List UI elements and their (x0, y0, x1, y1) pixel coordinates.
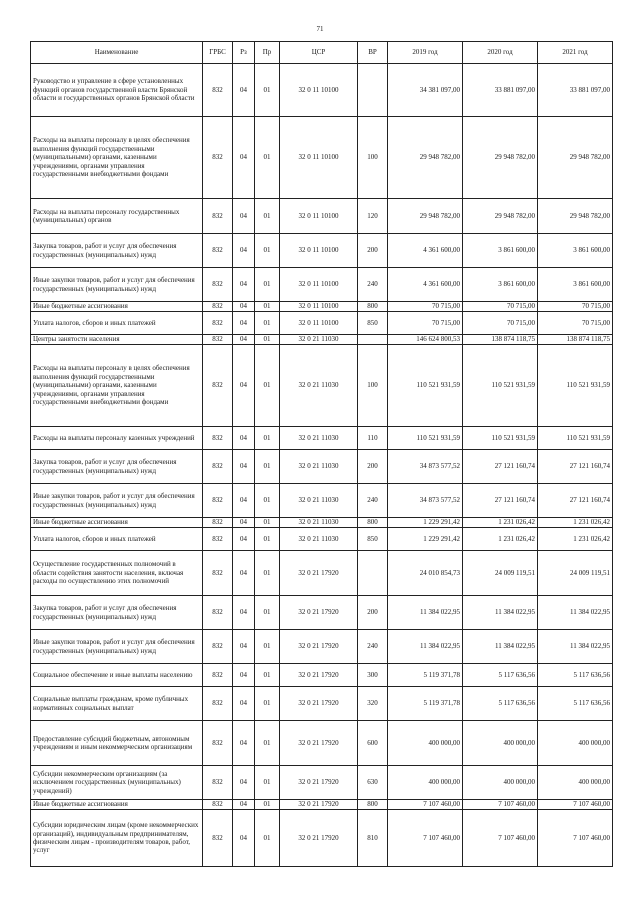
row-pr: 01 (255, 596, 280, 630)
row-grbs: 832 (203, 234, 233, 268)
row-name: Иные бюджетные ассигнования (31, 302, 203, 312)
row-vr: 240 (358, 630, 388, 664)
table-row (31, 810, 613, 867)
row-grbs: 832 (203, 551, 233, 596)
row-vr (358, 64, 388, 117)
row-2021-amount: 400 000,00 (538, 721, 613, 766)
row-pr: 01 (255, 484, 280, 518)
row-csr: 32 0 21 17920 (280, 630, 358, 664)
row-csr: 32 0 21 11030 (280, 450, 358, 484)
row-name: Расходы на выплаты персоналу государственных (муниципальных) органов (31, 199, 203, 234)
row-rz: 04 (233, 630, 255, 664)
row-grbs: 832 (203, 268, 233, 302)
row-pr: 01 (255, 800, 280, 810)
row-csr: 32 0 21 17920 (280, 766, 358, 800)
row-2020-amount: 7 107 460,00 (463, 810, 538, 867)
row-name: Социальные выплаты гражданам, кроме публичных нормативных социальных выплат (31, 687, 203, 721)
row-2020-amount: 1 231 026,42 (463, 528, 538, 551)
row-2020-amount: 1 231 026,42 (463, 518, 538, 528)
row-2021-amount: 3 861 600,00 (538, 268, 613, 302)
row-grbs: 832 (203, 199, 233, 234)
row-2019-amount: 400 000,00 (388, 766, 463, 800)
row-2019-amount: 70 715,00 (388, 302, 463, 312)
row-csr: 32 0 11 10100 (280, 117, 358, 199)
row-rz: 04 (233, 551, 255, 596)
header-rz: Рз (233, 42, 255, 64)
table-row (31, 551, 613, 596)
row-2020-amount: 110 521 931,59 (463, 345, 538, 427)
row-2020-amount: 400 000,00 (463, 721, 538, 766)
row-grbs: 832 (203, 664, 233, 687)
row-name: Предоставление субсидий бюджетным, автономным учреждениям и иным некоммерческим организациям (31, 721, 203, 766)
row-vr: 240 (358, 268, 388, 302)
row-pr: 01 (255, 345, 280, 427)
row-name: Иные закупки товаров, работ и услуг для обеспечения государственных (муниципальных) нужд (31, 268, 203, 302)
table-row (31, 345, 613, 427)
row-vr: 800 (358, 302, 388, 312)
table-row (31, 302, 613, 312)
row-vr: 800 (358, 518, 388, 528)
row-2020-amount: 400 000,00 (463, 766, 538, 800)
header-pr: Пр (255, 42, 280, 64)
row-grbs: 832 (203, 630, 233, 664)
row-2021-amount: 7 107 460,00 (538, 810, 613, 867)
row-2019-amount: 146 624 800,53 (388, 335, 463, 345)
page-number: 71 (316, 25, 324, 33)
row-pr: 01 (255, 664, 280, 687)
row-pr: 01 (255, 199, 280, 234)
table-row (31, 518, 613, 528)
table-row (31, 335, 613, 345)
row-rz: 04 (233, 687, 255, 721)
row-2020-amount: 11 384 022,95 (463, 596, 538, 630)
table-row (31, 450, 613, 484)
table-row (31, 117, 613, 199)
row-pr: 01 (255, 766, 280, 800)
table-row (31, 312, 613, 335)
row-pr: 01 (255, 117, 280, 199)
row-csr: 32 0 21 11030 (280, 335, 358, 345)
row-2019-amount: 29 948 782,00 (388, 117, 463, 199)
row-rz: 04 (233, 117, 255, 199)
row-2021-amount: 70 715,00 (538, 302, 613, 312)
row-rz: 04 (233, 664, 255, 687)
header-2019: 2019 год (388, 42, 463, 64)
row-csr: 32 0 11 10100 (280, 234, 358, 268)
row-name: Уплата налогов, сборов и иных платежей (31, 528, 203, 551)
row-pr: 01 (255, 551, 280, 596)
row-vr: 800 (358, 800, 388, 810)
row-pr: 01 (255, 630, 280, 664)
row-pr: 01 (255, 64, 280, 117)
row-vr (358, 335, 388, 345)
row-vr: 320 (358, 687, 388, 721)
table-row (31, 766, 613, 800)
table-row (31, 268, 613, 302)
row-rz: 04 (233, 766, 255, 800)
row-grbs: 832 (203, 335, 233, 345)
row-rz: 04 (233, 268, 255, 302)
row-vr: 100 (358, 345, 388, 427)
row-name: Осуществление государственных полномочий в области содействия занятости населения, включая расходы по осуществлению этих полномочий (31, 551, 203, 596)
row-2021-amount: 27 121 160,74 (538, 484, 613, 518)
row-rz: 04 (233, 450, 255, 484)
row-vr: 810 (358, 810, 388, 867)
row-name: Иные закупки товаров, работ и услуг для обеспечения государственных (муниципальных) нужд (31, 484, 203, 518)
row-name: Уплата налогов, сборов и иных платежей (31, 312, 203, 335)
table-row (31, 234, 613, 268)
row-pr: 01 (255, 518, 280, 528)
row-grbs: 832 (203, 312, 233, 335)
row-grbs: 832 (203, 721, 233, 766)
row-2019-amount: 4 361 600,00 (388, 268, 463, 302)
row-grbs: 832 (203, 687, 233, 721)
row-grbs: 832 (203, 484, 233, 518)
row-name: Иные бюджетные ассигнования (31, 800, 203, 810)
row-2019-amount: 34 381 097,00 (388, 64, 463, 117)
row-2019-amount: 400 000,00 (388, 721, 463, 766)
row-2020-amount: 29 948 782,00 (463, 199, 538, 234)
row-2019-amount: 29 948 782,00 (388, 199, 463, 234)
row-name: Закупка товаров, работ и услуг для обеспечения государственных (муниципальных) нужд (31, 234, 203, 268)
row-2020-amount: 3 861 600,00 (463, 234, 538, 268)
row-name: Руководство и управление в сфере установленных функций органов государственной власти Брянской области и государственных органов Брянской области (31, 64, 203, 117)
row-vr: 110 (358, 427, 388, 450)
row-grbs: 832 (203, 117, 233, 199)
row-2021-amount: 5 117 636,56 (538, 664, 613, 687)
header-2020: 2020 год (463, 42, 538, 64)
row-rz: 04 (233, 427, 255, 450)
header-name: Наименование (31, 42, 203, 64)
row-2020-amount: 70 715,00 (463, 302, 538, 312)
table-header-row (31, 42, 613, 64)
row-2020-amount: 24 009 119,51 (463, 551, 538, 596)
row-name: Расходы на выплаты персоналу в целях обеспечения выполнения функций государственными (муниципальными) органами, казенными учреждениями, органами управления государственными внебюджетными фондами (31, 345, 203, 427)
row-pr: 01 (255, 268, 280, 302)
row-pr: 01 (255, 687, 280, 721)
row-rz: 04 (233, 518, 255, 528)
row-grbs: 832 (203, 345, 233, 427)
row-2021-amount: 11 384 022,95 (538, 630, 613, 664)
row-vr: 850 (358, 528, 388, 551)
row-2020-amount: 33 881 097,00 (463, 64, 538, 117)
row-csr: 32 0 21 17920 (280, 551, 358, 596)
row-2021-amount: 70 715,00 (538, 312, 613, 335)
row-2019-amount: 34 873 577,52 (388, 484, 463, 518)
row-2021-amount: 33 881 097,00 (538, 64, 613, 117)
row-2019-amount: 1 229 291,42 (388, 518, 463, 528)
row-rz: 04 (233, 64, 255, 117)
row-2020-amount: 5 117 636,56 (463, 687, 538, 721)
row-grbs: 832 (203, 450, 233, 484)
row-grbs: 832 (203, 766, 233, 800)
row-2021-amount: 110 521 931,59 (538, 427, 613, 450)
row-2021-amount: 1 231 026,42 (538, 528, 613, 551)
row-2019-amount: 7 107 460,00 (388, 810, 463, 867)
row-rz: 04 (233, 528, 255, 551)
row-pr: 01 (255, 302, 280, 312)
row-vr: 600 (358, 721, 388, 766)
row-name: Иные закупки товаров, работ и услуг для обеспечения государственных (муниципальных) нужд (31, 630, 203, 664)
row-2019-amount: 11 384 022,95 (388, 630, 463, 664)
row-rz: 04 (233, 302, 255, 312)
row-rz: 04 (233, 345, 255, 427)
row-grbs: 832 (203, 302, 233, 312)
row-rz: 04 (233, 199, 255, 234)
table-row (31, 721, 613, 766)
row-csr: 32 0 21 17920 (280, 687, 358, 721)
row-vr: 200 (358, 234, 388, 268)
row-2021-amount: 27 121 160,74 (538, 450, 613, 484)
row-2021-amount: 138 874 118,75 (538, 335, 613, 345)
row-name: Закупка товаров, работ и услуг для обеспечения государственных (муниципальных) нужд (31, 450, 203, 484)
header-grbs: ГРБС (203, 42, 233, 64)
header-vr: ВР (358, 42, 388, 64)
row-csr: 32 0 11 10100 (280, 64, 358, 117)
row-grbs: 832 (203, 427, 233, 450)
row-grbs: 832 (203, 596, 233, 630)
row-vr: 200 (358, 596, 388, 630)
row-2020-amount: 110 521 931,59 (463, 427, 538, 450)
row-csr: 32 0 21 17920 (280, 664, 358, 687)
row-2019-amount: 70 715,00 (388, 312, 463, 335)
row-csr: 32 0 21 11030 (280, 345, 358, 427)
row-csr: 32 0 21 17920 (280, 596, 358, 630)
row-2020-amount: 5 117 636,56 (463, 664, 538, 687)
row-vr: 240 (358, 484, 388, 518)
row-csr: 32 0 11 10100 (280, 268, 358, 302)
row-name: Субсидии некоммерческим организациям (за исключением государственных (муниципальных) учреждений) (31, 766, 203, 800)
row-2019-amount: 110 521 931,59 (388, 427, 463, 450)
row-name: Субсидии юридическим лицам (кроме некоммерческих организаций), индивидуальным предпринимателям, физическим лицам - производителям товаров, работ, услуг (31, 810, 203, 867)
row-grbs: 832 (203, 810, 233, 867)
table-row (31, 630, 613, 664)
row-2019-amount: 110 521 931,59 (388, 345, 463, 427)
row-name: Центры занятости населения (31, 335, 203, 345)
row-2020-amount: 29 948 782,00 (463, 117, 538, 199)
row-csr: 32 0 21 11030 (280, 484, 358, 518)
row-2020-amount: 70 715,00 (463, 312, 538, 335)
row-csr: 32 0 21 11030 (280, 427, 358, 450)
budget-table (30, 41, 613, 867)
row-grbs: 832 (203, 800, 233, 810)
row-name: Закупка товаров, работ и услуг для обеспечения государственных (муниципальных) нужд (31, 596, 203, 630)
row-name: Иные бюджетные ассигнования (31, 518, 203, 528)
table-row (31, 664, 613, 687)
row-rz: 04 (233, 596, 255, 630)
row-2021-amount: 400 000,00 (538, 766, 613, 800)
row-2019-amount: 5 119 371,78 (388, 664, 463, 687)
table-row (31, 596, 613, 630)
row-pr: 01 (255, 234, 280, 268)
row-vr: 120 (358, 199, 388, 234)
row-pr: 01 (255, 810, 280, 867)
row-2019-amount: 7 107 460,00 (388, 800, 463, 810)
row-2019-amount: 1 229 291,42 (388, 528, 463, 551)
table-row (31, 687, 613, 721)
row-vr: 850 (358, 312, 388, 335)
row-2021-amount: 3 861 600,00 (538, 234, 613, 268)
table-row (31, 484, 613, 518)
row-pr: 01 (255, 312, 280, 335)
row-name: Социальное обеспечение и иные выплаты населению (31, 664, 203, 687)
row-vr: 300 (358, 664, 388, 687)
row-csr: 32 0 11 10100 (280, 312, 358, 335)
table-row (31, 800, 613, 810)
table-row (31, 528, 613, 551)
table-row (31, 64, 613, 117)
row-rz: 04 (233, 800, 255, 810)
row-2019-amount: 4 361 600,00 (388, 234, 463, 268)
row-2019-amount: 5 119 371,78 (388, 687, 463, 721)
row-pr: 01 (255, 721, 280, 766)
row-2021-amount: 110 521 931,59 (538, 345, 613, 427)
row-2019-amount: 11 384 022,95 (388, 596, 463, 630)
row-rz: 04 (233, 335, 255, 345)
row-csr: 32 0 21 17920 (280, 721, 358, 766)
row-csr: 32 0 21 17920 (280, 810, 358, 867)
row-2020-amount: 3 861 600,00 (463, 268, 538, 302)
row-rz: 04 (233, 810, 255, 867)
row-csr: 32 0 21 11030 (280, 518, 358, 528)
header-csr: ЦСР (280, 42, 358, 64)
row-rz: 04 (233, 721, 255, 766)
row-pr: 01 (255, 528, 280, 551)
row-pr: 01 (255, 450, 280, 484)
row-2021-amount: 29 948 782,00 (538, 117, 613, 199)
row-csr: 32 0 11 10100 (280, 199, 358, 234)
row-name: Расходы на выплаты персоналу казенных учреждений (31, 427, 203, 450)
table-row (31, 199, 613, 234)
row-2020-amount: 138 874 118,75 (463, 335, 538, 345)
row-2021-amount: 11 384 022,95 (538, 596, 613, 630)
row-vr: 200 (358, 450, 388, 484)
row-vr: 100 (358, 117, 388, 199)
row-csr: 32 0 21 17920 (280, 800, 358, 810)
row-pr: 01 (255, 427, 280, 450)
row-2020-amount: 11 384 022,95 (463, 630, 538, 664)
row-2021-amount: 1 231 026,42 (538, 518, 613, 528)
row-2021-amount: 7 107 460,00 (538, 800, 613, 810)
row-grbs: 832 (203, 528, 233, 551)
row-vr (358, 551, 388, 596)
row-rz: 04 (233, 312, 255, 335)
row-grbs: 832 (203, 64, 233, 117)
header-2021: 2021 год (538, 42, 613, 64)
table-row (31, 427, 613, 450)
row-name: Расходы на выплаты персоналу в целях обеспечения выполнения функций государственными (муниципальными) органами, казенными учреждениями, органами управления государственными внебюджетными фондами (31, 117, 203, 199)
row-2019-amount: 34 873 577,52 (388, 450, 463, 484)
row-2021-amount: 24 009 119,51 (538, 551, 613, 596)
row-rz: 04 (233, 234, 255, 268)
row-pr: 01 (255, 335, 280, 345)
row-grbs: 832 (203, 518, 233, 528)
row-rz: 04 (233, 484, 255, 518)
row-2021-amount: 29 948 782,00 (538, 199, 613, 234)
row-2020-amount: 27 121 160,74 (463, 450, 538, 484)
row-vr: 630 (358, 766, 388, 800)
row-2019-amount: 24 010 854,73 (388, 551, 463, 596)
row-csr: 32 0 11 10100 (280, 302, 358, 312)
row-2021-amount: 5 117 636,56 (538, 687, 613, 721)
row-2020-amount: 27 121 160,74 (463, 484, 538, 518)
row-2020-amount: 7 107 460,00 (463, 800, 538, 810)
row-csr: 32 0 21 11030 (280, 528, 358, 551)
